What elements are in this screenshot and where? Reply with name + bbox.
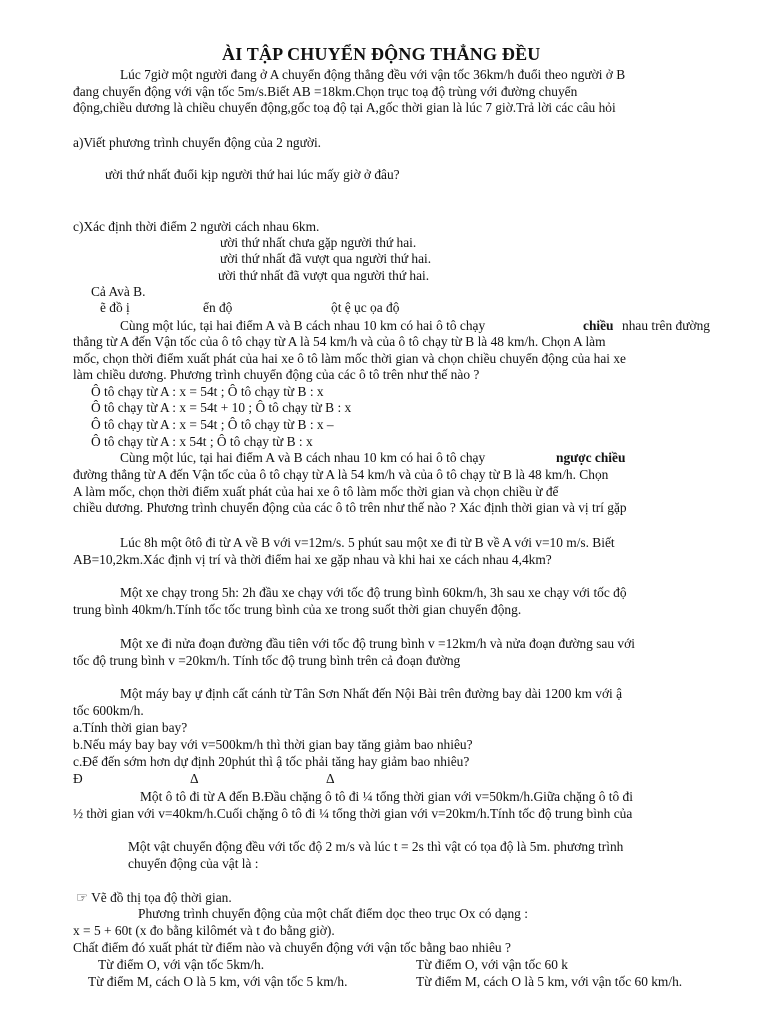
problem3-line4: chiều dương. Phương trình chuyển động của các ô tô trên như thế nào ? Xác định thời gian và vị trí gặp — [73, 500, 627, 515]
problem9-line1: Một vật chuyển động đều với tốc độ 2 m/s và lúc t = 2s thì vật có tọa độ là 5m. phương trình — [128, 839, 624, 854]
problem10-line3: Chất điểm đó xuất phát từ điểm nào và chuyển động với vận tốc bằng bao nhiêu ? — [73, 940, 511, 955]
problem3-line1a: Cùng một lúc, tại hai điểm A và B cách nhau 10 km có hai ô tô chạy — [120, 450, 486, 465]
option-3: ười thứ nhất đã vượt qua người thứ hai. — [218, 268, 430, 283]
problem2-line1c: nhau trên đường — [622, 318, 710, 333]
problem2-choice-b: Ô tô chạy từ A : x = 54t + 10 ; Ô tô chạy từ B : x — [91, 400, 352, 415]
problem2-line3: mốc, chọn thời điểm xuất phát của hai xe ô tô làm mốc thời gian và chọn chiều chuyển động của hai xe — [73, 351, 626, 366]
problem5-line2: trung bình 40km/h.Tính tốc tốc trung bình của xe trong suốt thời gian chuyển động. — [73, 602, 522, 617]
problem1-line1: Lúc 7giờ một người đang ở A chuyển động thẳng đều với vận tốc 36km/h đuổi theo người ở B — [120, 67, 626, 82]
question-a: a)Viết phương trình chuyển động của 2 người. — [73, 135, 322, 150]
problem4-line2: AB=10,2km.Xác định vị trí và thời điểm hai xe gặp nhau và khi hai xe cách nhau 4,4km? — [73, 552, 552, 567]
problem2-bold-word: chiều — [583, 318, 614, 333]
heading-fragment-3: ột ệ ục ọa độ — [331, 300, 400, 315]
problem7-fragment-2: Δ — [190, 771, 199, 786]
problem5-line1: Một xe chạy trong 5h: 2h đầu xe chạy với tốc độ trung bình 60km/h, 3h sau xe chạy với tốc độ — [120, 585, 627, 600]
problem10-choice-d: Từ điểm M, cách O là 5 km, với vận tốc 60 km/h. — [416, 974, 683, 989]
problem7-fragment-1: Đ — [73, 771, 83, 786]
problem3-line3: A làm mốc, chọn thời điểm xuất phát của hai xe ô tô làm mốc thời gian và chọn chiều ừ để — [73, 484, 559, 499]
heading-fragment-1: ẽ đồ ị — [100, 300, 130, 315]
problem8-line1: Một ô tô đi từ A đến B.Đầu chặng ô tô đi ¼ tổng thời gian với v=50km/h.Giữa chặng ô tô đi — [140, 789, 633, 804]
problem6-line2: tốc độ trung bình v =20km/h. Tính tốc độ trung bình trên cả đoạn đường — [73, 653, 461, 668]
problem7-fragment-3: Δ — [326, 771, 335, 786]
problem2-line2: thẳng từ A đến Vận tốc của ô tô chạy từ A là 54 km/h và của ô tô chạy từ B là 48 km/h. Chọn A làm — [73, 334, 606, 349]
problem6-line1: Một xe đi nửa đoạn đường đầu tiên với tốc độ trung bình v =12km/h và nửa đoạn đường sau với — [120, 636, 635, 651]
question-b: ười thứ nhất đuổi kịp người thứ hai lúc mấy giờ ở đâu? — [105, 167, 400, 182]
problem3-line2: đường thẳng từ A đến Vận tốc của ô tô chạy từ A là 54 km/h và của ô tô chạy từ B là 48 km/h. Chọn — [73, 467, 609, 482]
problem1-line2: đang chuyển động với vận tốc 5m/s.Biết AB =18km.Chọn trục toạ độ trùng với đường chuyển — [73, 84, 578, 99]
problem10-choice-b: Từ điểm O, với vận tốc 60 k — [416, 957, 568, 972]
question-c: c)Xác định thời điểm 2 người cách nhau 6km. — [73, 219, 320, 234]
problem10-line1: Phương trình chuyển động của một chất điểm dọc theo trục Ox có dạng : — [138, 906, 528, 921]
problem4-line1: Lúc 8h một ôtô đi từ A về B với v=12m/s. 5 phút sau một xe đi từ B về A với v=10 m/s. Biết — [120, 535, 615, 550]
problem8-line2: ½ thời gian với v=40km/h.Cuối chặng ô tô đi ¼ tổng thời gian với v=20km/h.Tính tốc độ trung bình của — [73, 806, 633, 821]
problem10-choice-a: Từ điểm O, với vận tốc 5km/h. — [98, 957, 265, 972]
problem10-choice-c: Từ điểm M, cách O là 5 km, với vận tốc 5 km/h. — [88, 974, 348, 989]
problem3-bold-phrase: ngược chiều — [556, 450, 626, 465]
problem1-line3: động,chiều dương là chiều chuyển động,gốc toạ độ tại A,gốc thời gian là lúc 7 giờ.Trả lời các câu hỏi — [73, 100, 616, 115]
problem10-line2: x = 5 + 60t (x đo bằng kilômét và t đo bằng giờ). — [73, 923, 335, 938]
problem2-choice-d: Ô tô chạy từ A : x 54t ; Ô tô chạy từ B : x — [91, 434, 313, 449]
problem2-choice-c: Ô tô chạy từ A : x = 54t ; Ô tô chạy từ B : x – — [91, 417, 334, 432]
problem7-line1: Một máy bay ự định cất cánh từ Tân Sơn Nhất đến Nội Bài trên đường bay dài 1200 km với ậ — [120, 686, 623, 701]
problem9-line2: chuyển động của vật là : — [128, 856, 259, 871]
problem2-line1a: Cùng một lúc, tại hai điểm A và B cách nhau 10 km có hai ô tô chạy — [120, 318, 486, 333]
problem7-question-c: c.Để đến sớm hơn dự định 20phút thì ậ tốc phải tăng hay giảm bao nhiêu? — [73, 754, 470, 769]
option-2: ười thứ nhất đã vượt qua người thứ hai. — [220, 251, 432, 266]
problem7-line2: tốc 600km/h. — [73, 703, 144, 718]
problem2-choice-a: Ô tô chạy từ A : x = 54t ; Ô tô chạy từ B : x — [91, 384, 324, 399]
heading-fragment-2: ển độ — [203, 300, 233, 315]
problem2-line4: làm chiều dương. Phương trình chuyển động của các ô tô trên như thế nào ? — [73, 367, 480, 382]
option-1: ười thứ nhất chưa gặp người thứ hai. — [220, 235, 417, 250]
page-title: ÀI TẬP CHUYỂN ĐỘNG THẲNG ĐỀU — [222, 44, 541, 64]
problem7-question-b: b.Nếu máy bay bay với v=500km/h thì thời gian bay tăng giảm bao nhiêu? — [73, 737, 473, 752]
option-4: Cả Avà B. — [91, 284, 146, 299]
graph-instruction: ☞ Vẽ đồ thị tọa độ thời gian. — [76, 890, 232, 905]
problem7-question-a: a.Tính thời gian bay? — [73, 720, 188, 735]
